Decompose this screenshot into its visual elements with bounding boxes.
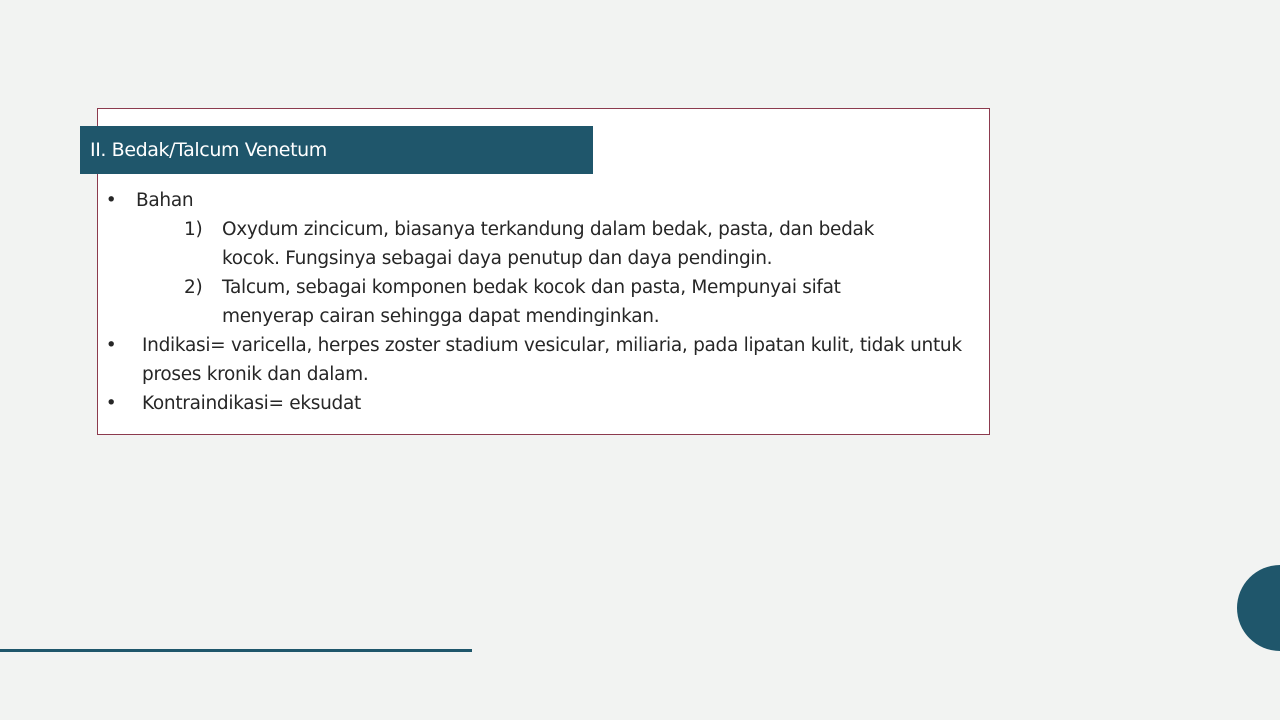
bullet-icon: • [105, 190, 117, 211]
bahan-item-text: Talcum, sebagai komponen bedak kocok dan pasta, Mempunyai sifat menyerap cairan sehingga dapat mendinginkan. [222, 277, 841, 327]
list-number: 2) [184, 277, 203, 298]
decorative-circle [1237, 565, 1280, 651]
bahan-item-text: Oxydum zincicum, biasanya terkandung dalam bedak, pasta, dan bedak kocok. Fungsinya sebagai daya penutup dan daya pendingin. [222, 219, 875, 269]
bahan-item-2 [104, 273, 922, 331]
decorative-line [0, 649, 472, 652]
bullet-item-indikasi [104, 331, 972, 389]
list-number: 1) [184, 219, 203, 240]
bahan-label: Bahan [136, 190, 194, 211]
slide-title: II. Bedak/Talcum Venetum [80, 126, 593, 174]
bullet-item-kontraindikasi [104, 389, 984, 418]
bullet-icon: • [105, 393, 117, 414]
kontraindikasi-text: Kontraindikasi= eksudat [142, 393, 361, 414]
bullet-icon: • [105, 335, 117, 356]
slide-body [104, 186, 984, 418]
bullet-item-bahan [104, 186, 656, 215]
indikasi-text: Indikasi= varicella, herpes zoster stadium vesicular, miliaria, pada lipatan kulit, tidak untuk proses kronik dan dalam. [142, 335, 962, 385]
bahan-item-1 [104, 215, 932, 273]
